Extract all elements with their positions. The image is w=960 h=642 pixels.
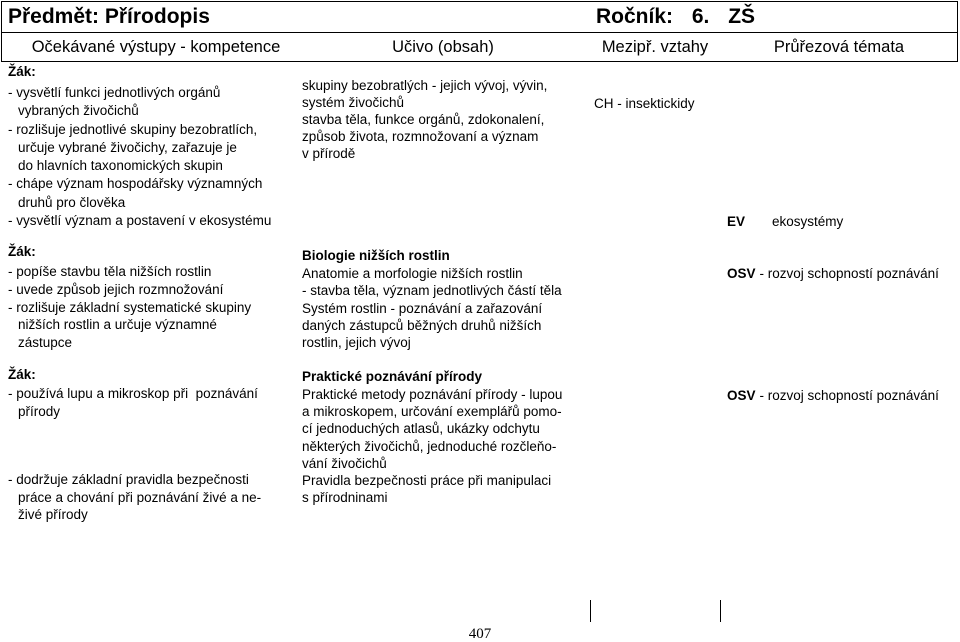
content-line: cí jednoduchých atlasů, ukázky odchytu (302, 421, 540, 437)
outcome-item (8, 84, 271, 121)
row-2-theme (727, 265, 939, 282)
outcome-item (8, 299, 251, 352)
content-line: systém živočichů (302, 94, 405, 110)
content-line: a mikroskopem, určování exemplářů pomo- (302, 403, 562, 419)
content-title: Biologie nižších rostlin (302, 248, 450, 264)
outcome-line: - rozlišuje základní systematické skupiny (8, 299, 252, 315)
outcome-line: práce a chování při poznávání živé a ne- (18, 489, 262, 505)
outcome-line: přírody (18, 403, 61, 419)
content-line: v přírodě (302, 145, 356, 161)
outcome-line: zástupce (18, 335, 73, 351)
outcome-line: - vysvětlí funkci jednotlivých orgánů (8, 85, 221, 100)
column-header-content: Učivo (obsah) (392, 38, 494, 56)
row-1-cross-relation: CH - insektickidy (594, 95, 695, 111)
content-line: způsob života, rozmnožovaní a význam (302, 128, 539, 144)
row-3-outcomes-cell (8, 366, 261, 524)
theme-abbreviation: OSV (727, 265, 756, 281)
grade-title: Ročník: 6. ZŠ (596, 5, 756, 28)
content-line: daných zástupců běžných druhů nižších (302, 317, 542, 333)
outcome-line: - chápe význam hospodářsky významných (8, 176, 263, 192)
outcome-line: - popíše stavbu těla nižších rostlin (8, 264, 212, 279)
outcome-item (8, 212, 271, 230)
row-1-content-cell (302, 77, 547, 162)
outcome-line: nižších rostlin a určuje významné (18, 317, 217, 333)
column-header-cross-relations: Mezipř. vztahy (601, 38, 709, 56)
row-1-outcomes-cell (8, 63, 271, 230)
column-divider (720, 600, 721, 622)
outcome-line: - vysvětlí význam a postavení v ekosystému (8, 213, 272, 229)
outcome-line: druhů pro člověka (18, 194, 126, 210)
content-line: stavba těla, funkce orgánů, zdokonalení, (302, 111, 545, 127)
content-line: vání živočichů (302, 455, 387, 471)
column-header-outcomes: Očekávané výstupy - kompetence (31, 38, 281, 56)
content-line: rostlin, jejich vývoj (302, 335, 411, 351)
content-line: s přírodninami (302, 490, 388, 506)
content-line: Praktické metody poznávání přírody - lupou (302, 386, 563, 402)
row-2-outcomes-cell (8, 243, 251, 352)
row-3-theme (727, 387, 939, 404)
outcome-line: - používá lupu a mikroskop při poznávání (8, 386, 258, 401)
theme-description: - rozvoj schopností poznávání (759, 265, 939, 281)
outcomes-label: Žák: (8, 367, 36, 382)
outcome-line: určuje vybrané živočichy, zařazuje je (18, 139, 237, 155)
outcome-item (8, 281, 251, 299)
page-number: 407 (468, 626, 492, 642)
content-title: Praktické poznávání přírody (302, 369, 483, 385)
outcome-item (8, 385, 261, 420)
theme-description: - rozvoj schopností poznávání (759, 387, 939, 403)
outcome-item (8, 175, 271, 212)
outcomes-label: Žák: (8, 64, 36, 79)
theme-description: ekosystémy (772, 213, 844, 229)
column-divider (590, 600, 591, 622)
content-line: - stavba těla, význam jednotlivých částí těla (302, 283, 562, 299)
outcome-item (8, 471, 261, 524)
outcomes-label: Žák: (8, 244, 36, 259)
outcome-line: živé přírody (18, 507, 88, 522)
column-header-themes: Průřezová témata (773, 38, 905, 56)
outcome-item (8, 263, 251, 281)
outcome-item (8, 121, 271, 176)
content-line: Anatomie a morfologie nižších rostlin (302, 265, 523, 281)
content-line: Systém rostlin - poznávání a zařazování (302, 300, 543, 316)
row-1-theme (727, 213, 843, 230)
content-line: skupiny bezobratlých - jejich vývoj, vývin, (302, 77, 548, 93)
row-2-content-cell (302, 247, 562, 351)
row-3-content-cell (302, 368, 562, 506)
theme-abbreviation: OSV (727, 387, 756, 403)
content-line: Pravidla bezpečnosti práce při manipulaci (302, 473, 552, 489)
outcome-line: vybraných živočichů (18, 103, 139, 119)
outcome-line: - uvede způsob jejich rozmnožování (8, 281, 224, 297)
outcome-line: do hlavních taxonomických skupin (18, 158, 223, 174)
outcome-line: - dodržuje základní pravidla bezpečnosti (8, 472, 249, 487)
outcome-line: - rozlišuje jednotlivé skupiny bezobratlích, (8, 121, 258, 137)
content-line: některých živočichů, jednoduché rozčleňo- (302, 438, 557, 454)
theme-abbreviation: EV (727, 213, 746, 229)
subject-title: Předmět: Přírodopis (8, 5, 210, 28)
